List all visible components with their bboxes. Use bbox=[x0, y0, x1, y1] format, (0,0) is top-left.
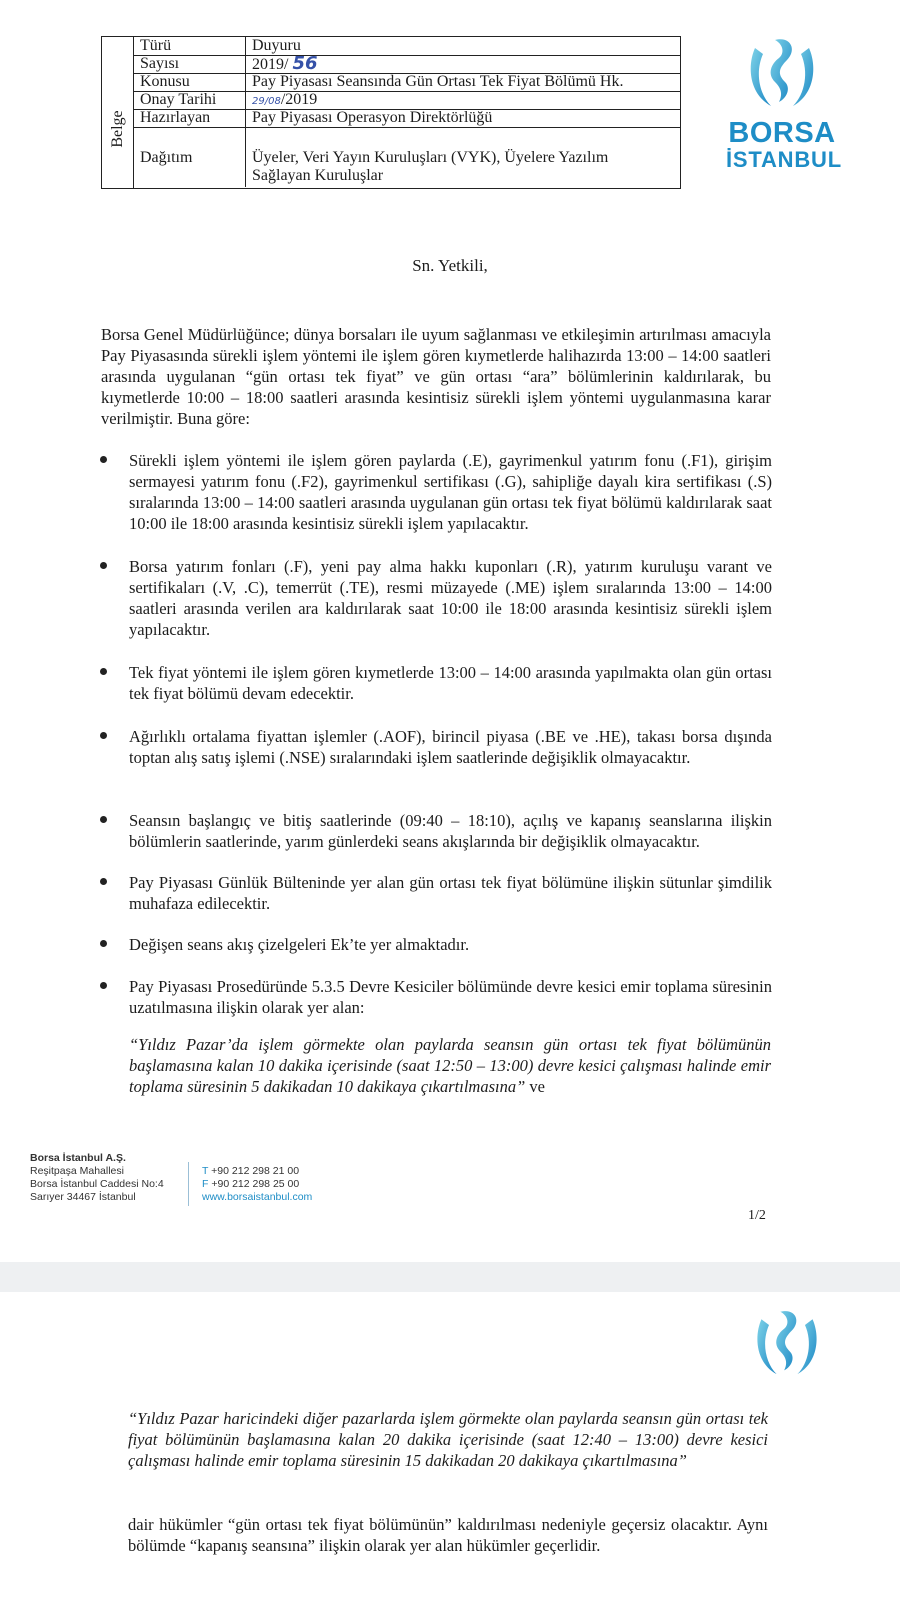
bullet-dot-icon bbox=[100, 878, 107, 885]
bullet-dot-icon bbox=[100, 668, 107, 675]
value-sayisi-printed: 2019/ bbox=[252, 56, 293, 73]
bullet-text: Pay Piyasası Prosedüründe 5.3.5 Devre Kesiciler bölümünde devre kesici emir toplama süresinin uzatılmasına ilişkin olarak yer alan: bbox=[129, 977, 772, 1017]
handwritten-number: 56 bbox=[292, 53, 318, 74]
footer-address-line: Sarıyer 34467 İstanbul bbox=[30, 1191, 136, 1203]
footer-address bbox=[30, 1152, 180, 1204]
intro-paragraph: Borsa Genel Müdürlüğünce; dünya borsaları ile uyum sağlanması ve etkileşimin artırılması amacıyla Pay Piyasasında sürekli işlem yöntemi ile işlem gören kıymetlerde halihazırda 13:00 – 14:00 saatleri arasında uygulanan “gün ortası tek fiyat” ve gün ortası “ara” bölümlerinin kaldırılarak, bu kıymetlerde 10:00 – 18:00 saatleri arasında kesintisiz sürekli işlem yöntemi uygulanmasına karar verilmiştir. Buna göre: bbox=[101, 325, 771, 428]
phone-label: T bbox=[202, 1165, 209, 1177]
bullet-dot-icon bbox=[100, 982, 107, 989]
footer-address-line: Borsa İstanbul Caddesi No:4 bbox=[30, 1178, 164, 1190]
key-dagitim: Dağıtım bbox=[134, 127, 246, 187]
logo-text-borsa: BORSA bbox=[728, 117, 836, 149]
bullet-text: Ağırlıklı ortalama fiyattan işlemler (.AOF), birincil piyasa (.BE ve .HE), takası borsa dışında toptan alış satış işlemi (.NSE) sıralarındaki işlem saatlerinde değişiklik olmayacaktır. bbox=[129, 727, 772, 767]
value-onay-year: /2019 bbox=[280, 91, 318, 108]
borsa-tulip-icon-page-2 bbox=[752, 1306, 822, 1378]
logo-text-istanbul: İSTANBUL bbox=[726, 147, 842, 172]
footer-address-line: Reşitpaşa Mahallesi bbox=[30, 1165, 124, 1177]
value-hazirlayan: Pay Piyasası Operasyon Direktörlüğü bbox=[252, 109, 493, 126]
bullet-dot-icon bbox=[100, 816, 107, 823]
bullet-dot-icon bbox=[100, 732, 107, 739]
bullet-text: Değişen seans akış çizelgeleri Ek’te yer almaktadır. bbox=[129, 935, 470, 954]
belge-label: Belge bbox=[109, 110, 126, 148]
bullet-dot-icon bbox=[100, 940, 107, 947]
value-turu: Duyuru bbox=[252, 37, 301, 54]
handwritten-date: 29/08 bbox=[252, 96, 281, 107]
page-number: 1/2 bbox=[748, 1208, 766, 1223]
quote-1-text: “Yıldız Pazar’da işlem görmekte olan paylarda seansın gün ortası tek fiyat bölümünün başlamasına kalan 10 dakika içerisinde (saat 12:50 – 13:00) devre kesici çalışması halinde emir toplama süresinin 5 dakikadan 10 dakikaya çıkartılmasına” bbox=[129, 1035, 771, 1096]
key-onay-tarihi: Onay Tarihi bbox=[134, 91, 246, 109]
bullet-text: Borsa yatırım fonları (.F), yeni pay alma hakkı kuponları (.R), yatırım kuruluşu varant ve sertifikaları (.V, .C), temerrüt (.TE), resmi müzayede (.ME) işlem sıralarında 13:00 – 14:00 saatleri arasında verilen ara kaldırılarak saat 10:00 ile 18:00 arasında kesintisiz sürekli işlem yapılacaktır. bbox=[129, 557, 772, 639]
footer-fax bbox=[202, 1178, 312, 1191]
page-separator bbox=[0, 1262, 900, 1292]
footer-company: Borsa İstanbul A.Ş. bbox=[30, 1152, 126, 1164]
bullet-text: Pay Piyasası Günlük Bülteninde yer alan gün ortası tek fiyat bölümüne ilişkin sütunlar şimdilik muhafaza edilecektir. bbox=[129, 873, 772, 913]
quote-paragraph-1 bbox=[129, 1034, 771, 1097]
value-dagitim: Üyeler, Veri Yayın Kuruluşları (VYK), Üyelere Yazılım Sağlayan Kuruluşlar bbox=[252, 149, 609, 184]
bullet-text: Seansın başlangıç ve bitiş saatlerinde (09:40 – 18:10), açılış ve kapanış seanslarına ilişkin bölümlerin saatlerinde, yarım günlerdeki seans akışlarında bir değişiklik olmayacaktır. bbox=[129, 811, 772, 851]
fax-number: +90 212 298 25 00 bbox=[211, 1178, 300, 1190]
value-konusu: Pay Piyasası Seansında Gün Ortası Tek Fiyat Bölümü Hk. bbox=[252, 73, 624, 90]
footer-contact bbox=[202, 1165, 312, 1204]
fax-label: F bbox=[202, 1178, 209, 1190]
bullet-text: Sürekli işlem yöntemi ile işlem gören paylarda (.E), gayrimenkul yatırım fonu (.F1), girişim sermayesi yatırım fonu (.F2), gayrimenkul sertifikası (.G), sahipliğe dayalı kira sertifikası (.S) sıralarında 13:00 – 14:00 saatleri arasında uygulanan gün ortası tek fiyat bölümü kaldırılarak saat 10:00 ile 18:00 arasında kesintisiz sürekli işlem yapılacaktır. bbox=[129, 451, 772, 533]
footer-website-link[interactable]: www.borsaistanbul.com bbox=[202, 1191, 313, 1203]
bullet-dot-icon bbox=[100, 562, 107, 569]
phone-number: +90 212 298 21 00 bbox=[211, 1165, 300, 1177]
key-sayisi: Sayısı bbox=[134, 55, 246, 73]
footer-phone bbox=[202, 1165, 312, 1178]
key-hazirlayan: Hazırlayan bbox=[134, 109, 246, 127]
closing-paragraph: dair hükümler “gün ortası tek fiyat bölümünün” kaldırılması nedeniyle geçersiz olacaktır. Aynı bölümde “kapanış seansına” ilişkin olarak yer alan hükümler geçerlidir. bbox=[128, 1515, 768, 1555]
footer-divider bbox=[188, 1162, 189, 1206]
quote-1-tail: ve bbox=[525, 1077, 545, 1096]
quote-paragraph-2: “Yıldız Pazar haricindeki diğer pazarlarda işlem görmekte olan paylarda seansın gün ortası tek fiyat bölümünün başlamasına kalan 20 dakika içerisinde (saat 12:40 – 13:00) devre kesici çalışması halinde emir toplama süresinin 15 dakikadan 20 dakikaya çıkartılmasına” bbox=[128, 1409, 768, 1470]
salutation: Sn. Yetkili, bbox=[412, 256, 488, 275]
key-turu: Türü bbox=[134, 37, 246, 55]
bullet-dot-icon bbox=[100, 456, 107, 463]
key-konusu: Konusu bbox=[134, 73, 246, 91]
bullet-text: Tek fiyat yöntemi ile işlem gören kıymetlerde 13:00 – 14:00 arasında yapılmakta olan gün ortası tek fiyat bölümü devam edecektir. bbox=[129, 663, 772, 703]
